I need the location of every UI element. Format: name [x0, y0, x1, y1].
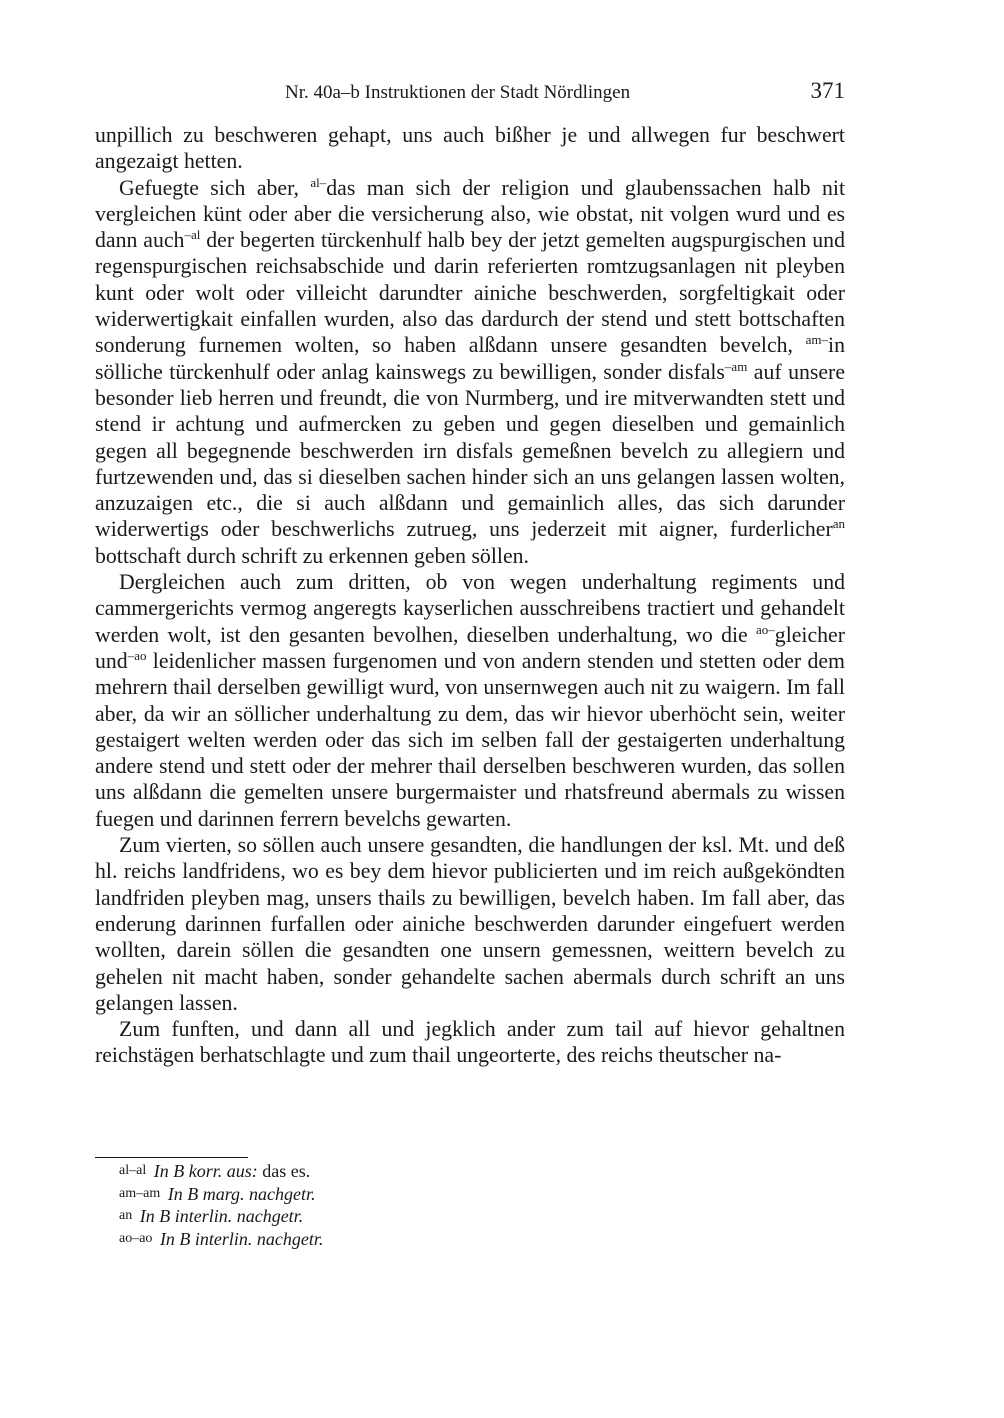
footnote-separator	[95, 1157, 248, 1158]
footnotes	[95, 1160, 845, 1250]
text-run: auf unsere besonder lieb herren und freundt, die von Nurmberg, und ire mitverwandten stett und stend ir achtung und aufmercken zu geben und gegen dieselben und gemainlich gegen all begegnende beschwerden irn disfals gemeßnen bevelch zu allegiern und furtzewenden und, das si dieselben sachen hinder sich an uns gelangen lassen wolten, anzuzaigen etc., die si auch alßdann und gemainlich alles, das sich darunder widerwertigs oder beschwerlichs zutrueg, uns jederzeit mit aigner, furderlicher	[95, 359, 845, 542]
paragraph	[95, 832, 845, 1016]
footnote-note: In B interlin. nachgetr.	[159, 1228, 324, 1249]
paragraph	[95, 1016, 845, 1069]
text-run: in sölliche türckenhulf oder anlag kainswegs zu bewilligen, sonder disfals	[95, 333, 845, 384]
page-number: 371	[810, 78, 845, 103]
text-run: leidenlicher massen furgenomen und von andern stenden und stetten oder dem mehrern thail derselben gewilligt wurd, von unsernwegen auch nit zu waigern. Im fall aber, da wir an söllicher underhaltung zu dem, das wir hievor uberhöcht sein, weiter gestaigert welten werden oder das sich im selben fall der gestaigerten underhaltung andere stend und stett oder der mehrer thail derselben beschweren wurden, das sollen uns alßdann die gemelten unsere burgermaister und rhatsfreund abermals zu wissen fuegen und darinnen ferrern bevelchs gewarten.	[95, 648, 845, 831]
running-header	[95, 78, 845, 108]
footnote-reference: ao–	[756, 621, 775, 637]
text-run: gleicher und	[95, 622, 845, 673]
text-run: unpillich zu beschweren gehapt, uns auch bißher je und allwegen fur beschwert angezaigt hetten.	[95, 123, 845, 174]
footnote-reference: an	[832, 516, 845, 532]
footnote-reference: am–	[805, 332, 829, 348]
text-run: das man sich der religion und glaubenssachen halb nit vergleichen künt oder aber die versicherung also, wie obstat, nit volgen wurd und es dann auch	[95, 175, 846, 253]
footnote-marker: al–al	[119, 1163, 147, 1178]
footnote-note: In B marg. nachgetr.	[167, 1183, 316, 1204]
footnote	[95, 1183, 845, 1206]
footnote	[95, 1228, 845, 1251]
main-text	[95, 122, 845, 1069]
footnote-marker: ao–ao	[119, 1230, 153, 1246]
text-run: Zum funften, und dann all und jegklich ander zum tail auf hievor gehaltnen reichstägen berhatschlagte und zum thail ungeorterte, des reichs theutscher na-	[95, 1017, 845, 1068]
footnote	[95, 1205, 845, 1228]
footnote-marker: am–am	[119, 1185, 161, 1201]
text-run: bottschaft durch schrift zu erkennen geben söllen.	[95, 543, 529, 568]
footnote-note: In B korr. aus:	[153, 1161, 258, 1181]
paragraph	[95, 569, 845, 832]
text-run: Gefuegte sich aber,	[119, 175, 311, 200]
paragraph	[95, 122, 845, 175]
text-run: Zum vierten, so söllen auch unsere gesandten, die handlungen der ksl. Mt. und deß hl. reichs landfridens, wo es bey dem hievor publicierten und im reich außgeköndten landfriden pleyben mag, unsers thails zu bewilligen, bevelch haben. Im fall aber, das enderung darinnen furfallen oder ainiche beschwerden darunder eingefuert werden wollten, darein söllen die gesandten one unsern gemessnen, weittern bevelch zu gehelen nit macht haben, sonder gehandelte sachen abermals durch schrift an uns gelangen lassen.	[95, 833, 845, 1015]
text-run: der begerten türckenhulf halb bey der jetzt gemelten augspurgischen und regenspurgischen reichsabschide und darin referierten romtzugsanlagen nit pleyben kunt oder wolt oder villeicht darundter ainiche beschwerden, sorgfeltigkait oder widerwertigkait einfallen wurden, also das dardurch der stend und stett bottschaften sonderung furnemen wolten, so haben alßdann unsere gesandten bevelch,	[95, 228, 845, 358]
text-run: Dergleichen auch zum dritten, ob von wegen underhaltung regiments und cammergerichts vermog angeregts kayserlichen ausschreibens tractiert und gehandelt werden wolt, ist den gesanten bevolhen, dieselben underhaltung, wo die	[95, 570, 845, 647]
footnote-reference: –al	[184, 227, 201, 243]
footnote-note: In B interlin. nachgetr.	[139, 1206, 304, 1226]
paragraph	[95, 175, 845, 569]
footnote-reference: –ao	[127, 647, 147, 663]
running-title: Nr. 40a–b Instruktionen der Stadt Nördlingen	[285, 82, 631, 103]
footnote-text: das es.	[262, 1161, 311, 1181]
footnote-reference: –am	[724, 358, 748, 374]
footnote-reference: al–	[310, 174, 327, 190]
footnote-marker: an	[119, 1208, 133, 1223]
footnote	[95, 1160, 845, 1183]
